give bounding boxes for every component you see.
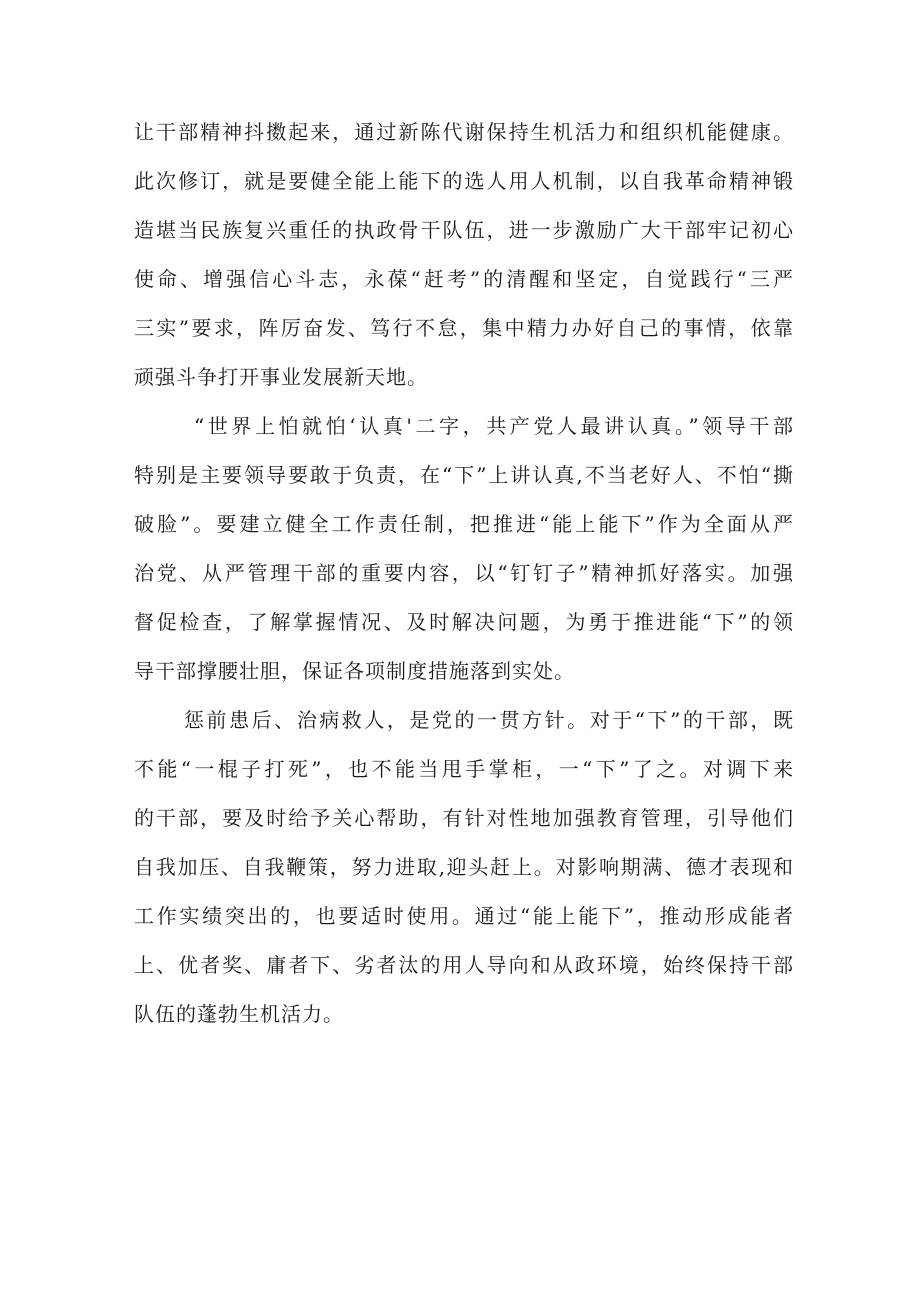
text-line: “世界上怕就怕‘认真'二字，共产党人最讲认真。”领导干部 (194, 414, 794, 438)
paragraph-3 (134, 696, 794, 1039)
text-line: 此次修订，就是要健全能上能下的选人用人机制，以自我革命精神锻 (134, 169, 794, 193)
paragraph-1 (134, 108, 794, 402)
text-line: 自我加压、自我鞭策，努力进取,迎头赶上。对影响期满、德才表现和 (134, 855, 794, 879)
text-line: 队伍的蓬勃生机活力。 (134, 1002, 344, 1026)
text-line: 督促检查，了解掌握情况、及时解决问题，为勇于推进能“下”的领 (134, 610, 794, 634)
text-line: 惩前患后、治病救人，是党的一贯方针。对于“下”的干部，既 (184, 708, 794, 732)
text-line: 导干部撑腰壮胆，保证各项制度措施落到实处。 (134, 659, 575, 683)
text-line: 特别是主要领导要敢于负责，在“下”上讲认真,不当老好人、不怕“撕 (134, 463, 794, 487)
document-body (134, 108, 794, 1039)
text-line: 三实”要求，阵厉奋发、笃行不怠，集中精力办好自己的事情，依靠 (134, 316, 794, 340)
paragraph-2 (134, 402, 794, 696)
text-line: 的干部，要及时给予关心帮助，有针对性地加强教育管理，引导他们 (134, 806, 794, 830)
text-line: 让干部精神抖擞起来，通过新陈代谢保持生机活力和组织机能健康。 (134, 120, 794, 144)
text-line: 工作实绩突出的，也要适时使用。通过“能上能下”，推动形成能者 (134, 904, 794, 928)
text-line: 造堪当民族复兴重任的执政骨干队伍，进一步激励广大干部牢记初心 (134, 218, 794, 242)
text-line: 上、优者奖、庸者下、劣者汰的用人导向和从政环境，始终保持干部 (134, 953, 794, 977)
text-line: 不能“一棍子打死”，也不能当甩手掌柜，一“下”了之。对调下来 (134, 757, 794, 781)
text-line: 顽强斗争打开事业发展新天地。 (134, 365, 428, 389)
text-line: 治党、从严管理干部的重要内容，以“钉钉子”精神抓好落实。加强 (134, 561, 794, 585)
text-line: 使命、增强信心斗志，永葆“赶考”的清醒和坚定，自觉践行“三严 (134, 267, 794, 291)
text-line: 破脸”。要建立健全工作责任制，把推进“能上能下”作为全面从严 (134, 512, 794, 536)
